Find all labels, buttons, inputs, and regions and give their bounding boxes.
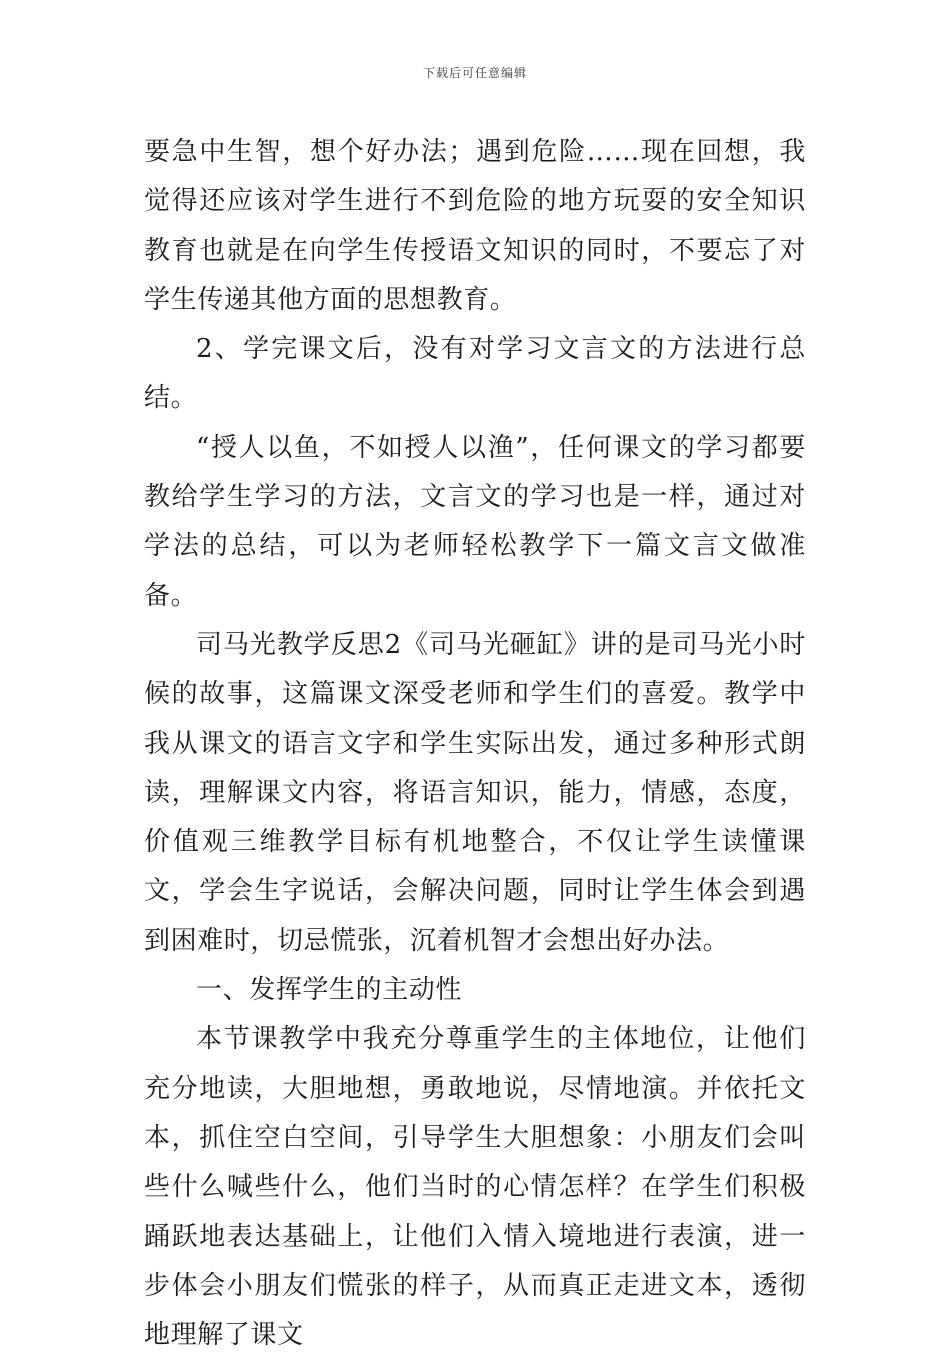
paragraph: 本节课教学中我充分尊重学生的主体地位，让他们充分地读，大胆地想，勇敢地说，尽情地演。并依托文本，抓住空白空间，引导学生大胆想象：小朋友们会叫些什么喊些什么，他们当时的心情怎样？在学生们积极踊跃地表达基础上，让他们入情入境地进行表演，进一步体会小朋友们慌张的样子，从而真正走进文本，透彻地理解了课文 bbox=[144, 1024, 806, 1351]
section-heading: 一、发挥学生的主动性 bbox=[196, 975, 463, 1006]
page-header-note: 下载后可任意编辑 bbox=[422, 66, 527, 80]
paragraph: 司马光教学反思2《司马光砸缸》讲的是司马光小时候的故事，这篇课文深受老师和学生们的喜爱。教学中我从课文的语言文字和学生实际出发，通过多种形式朗读，理解课文内容，将语言知识，能力，情感，态度，价值观三维教学目标有机地整合，不仅让学生读懂课文，学会生字说话，会解决问题，同时让学生体会到遇到困难时，切忌慌张，沉着机智才会想出好办法。 bbox=[144, 629, 806, 956]
document-body bbox=[144, 128, 806, 1360]
paragraph: 2、学完课文后，没有对学习文言文的方法进行总结。 bbox=[144, 334, 806, 414]
paragraph: “授人以鱼，不如授人以渔”，任何课文的学习都要教给学生学习的方法，文言文的学习也是一样，通过对学法的总结，可以为老师轻松教学下一篇文言文做准备。 bbox=[144, 432, 806, 611]
paragraph: 要急中生智，想个好办法；遇到危险……现在回想，我觉得还应该对学生进行不到危险的地方玩耍的安全知识教育也就是在向学生传授语文知识的同时，不要忘了对学生传递其他方面的思想教育。 bbox=[144, 137, 806, 315]
